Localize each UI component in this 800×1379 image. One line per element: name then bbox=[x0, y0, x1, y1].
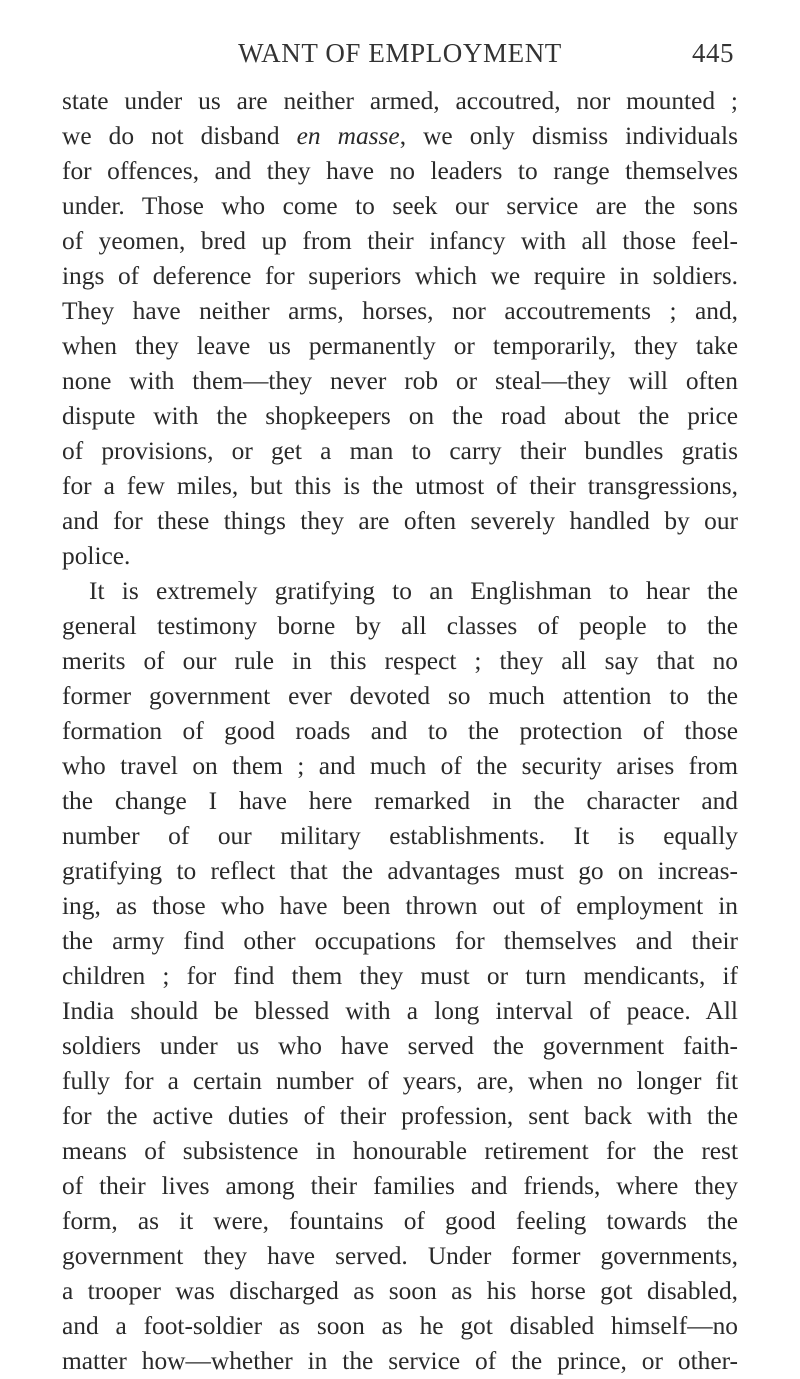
text-line: and for these things they are often severely handled by our bbox=[62, 507, 738, 535]
text-line: a trooper was discharged as soon as his horse got disabled, bbox=[62, 1277, 738, 1305]
text-line: ing, as those who have been thrown out of employment in bbox=[62, 892, 738, 920]
text-line: means of subsistence in honourable retirement for the rest bbox=[62, 1137, 738, 1165]
text-line: government they have served. Under former governments, bbox=[62, 1242, 738, 1270]
text-run: , we only dismiss individuals bbox=[399, 122, 738, 150]
text-line: who travel on them ; and much of the security arises from bbox=[62, 752, 738, 780]
page-number: 445 bbox=[692, 38, 734, 68]
text-line: formation of good roads and to the protection of those bbox=[62, 717, 738, 745]
text-line: when they leave us permanently or temporarily, they take bbox=[62, 332, 738, 360]
text-line: general testimony borne by all classes of people to the bbox=[62, 612, 738, 640]
text-line: former government ever devoted so much attention to the bbox=[62, 682, 738, 710]
text-run: we do not disband bbox=[62, 122, 297, 150]
running-title: WANT OF EMPLOYMENT bbox=[238, 38, 562, 68]
text-line: state under us are neither armed, accoutred, nor mounted ; bbox=[62, 87, 738, 115]
body-text bbox=[62, 84, 738, 1379]
running-head bbox=[62, 38, 738, 82]
text-line: for offences, and they have no leaders to range themselves bbox=[62, 157, 738, 185]
text-line: of provisions, or get a man to carry their bundles gratis bbox=[62, 437, 738, 465]
text-line: and a foot-soldier as soon as he got disabled himself—no bbox=[62, 1312, 738, 1340]
text-line: gratifying to reflect that the advantages must go on increas- bbox=[62, 857, 738, 885]
text-line: none with them—they never rob or steal—they will often bbox=[62, 367, 738, 395]
text-line: for the active duties of their profession, sent back with the bbox=[62, 1102, 738, 1130]
text-line: children ; for find them they must or turn mendicants, if bbox=[62, 962, 738, 990]
text-line: matter how—whether in the service of the prince, or other- bbox=[62, 1347, 738, 1375]
text-line: soldiers under us who have served the government faith- bbox=[62, 1032, 738, 1060]
text-line: the army find other occupations for themselves and their bbox=[62, 927, 738, 955]
text-line: the change I have here remarked in the character and bbox=[62, 787, 738, 815]
text-line: of their lives among their families and friends, where they bbox=[62, 1172, 738, 1200]
text-line: India should be blessed with a long interval of peace. All bbox=[62, 997, 738, 1025]
text-line: It is extremely gratifying to an Englishman to hear the bbox=[89, 577, 738, 605]
text-line: merits of our rule in this respect ; they all say that no bbox=[62, 647, 738, 675]
text-line: for a few miles, but this is the utmost of their transgressions, bbox=[62, 472, 738, 500]
text-line: They have neither arms, horses, nor accoutrements ; and, bbox=[62, 297, 738, 325]
text-line: dispute with the shopkeepers on the road about the price bbox=[62, 402, 738, 430]
text-line bbox=[62, 119, 738, 154]
text-line: police. bbox=[62, 542, 131, 570]
text-line: number of our military establishments. It is equally bbox=[62, 822, 738, 850]
italic-phrase: en masse bbox=[296, 122, 400, 150]
text-line: under. Those who come to seek our service are the sons bbox=[62, 192, 738, 220]
text-line: of yeomen, bred up from their infancy with all those feel- bbox=[62, 227, 738, 255]
text-line: form, as it were, fountains of good feeling towards the bbox=[62, 1207, 738, 1235]
text-line: fully for a certain number of years, are, when no longer fit bbox=[62, 1067, 738, 1095]
text-line: ings of deference for superiors which we require in soldiers. bbox=[62, 262, 738, 290]
